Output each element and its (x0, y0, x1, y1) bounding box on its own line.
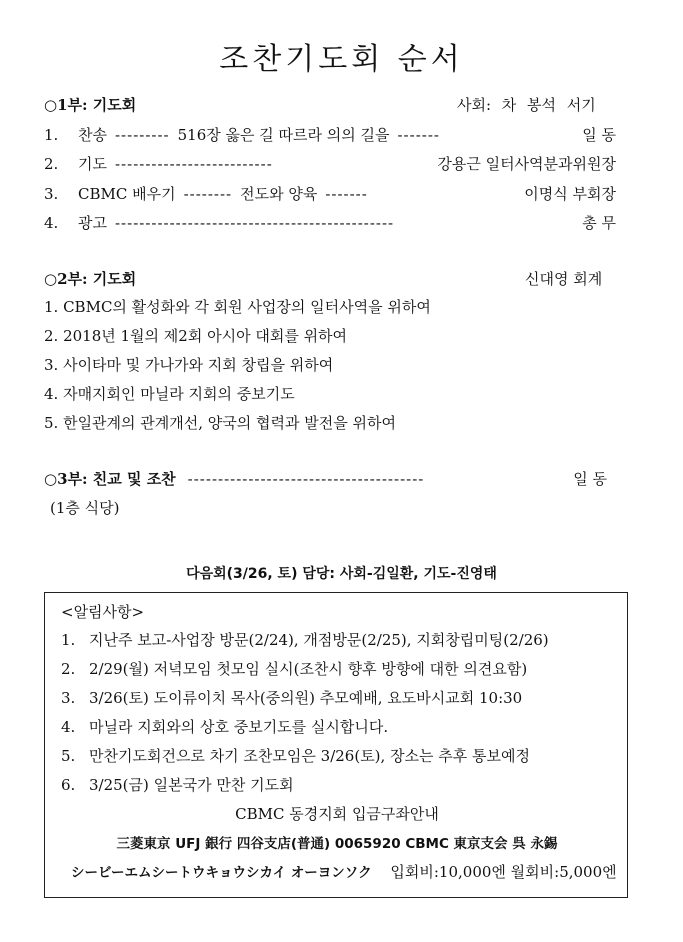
page-title: 조찬기도회 순서 (219, 42, 464, 77)
part3-row (44, 468, 607, 489)
item-person: 강용근 일터사역분과위원장 (437, 155, 616, 173)
notice-text: 3/26(토) 도이류이치 목사(중의원) 추모예배, 요도바시교회 10:30 (89, 689, 523, 707)
leader-dashes: -------- (183, 185, 233, 203)
part1-item (44, 183, 616, 204)
item-number: 3. (44, 185, 59, 203)
notice-heading: <알림사항> (61, 603, 145, 621)
item-person: 총 무 (582, 214, 616, 232)
part3-heading: ○3부: 친교 및 조찬 (44, 470, 176, 488)
part1-host: 사회: 차 봉석 서기 (457, 96, 596, 114)
account-holder-line (71, 861, 617, 882)
notice-item (61, 687, 522, 708)
leader-dashes: --------- (114, 126, 170, 144)
membership-fees: 입회비:10,000엔 월회비:5,000엔 (390, 863, 617, 881)
notice-item (61, 745, 530, 766)
prayer-item: 1. CBMC의 활성화와 각 회원 사업장의 일터사역을 위하여 (44, 298, 431, 316)
part3-location: (1층 식당) (50, 499, 120, 517)
item-number: 4. (44, 214, 59, 232)
part1-heading: ○1부: 기도회 (44, 96, 137, 114)
notice-item (61, 716, 388, 737)
notice-number: 1. (61, 631, 76, 649)
notice-item (61, 658, 527, 679)
account-holder-name: シービーエムシートウキョウシカイ オーヨンソク (71, 865, 372, 881)
notice-text: 2/29(월) 저녁모임 첫모임 실시(조찬시 향후 방향에 대한 의견요함) (89, 660, 528, 678)
item-number: 1. (44, 126, 59, 144)
prayer-item: 2. 2018년 1월의 제2회 아시아 대회를 위하여 (44, 327, 348, 345)
item-detail: 516장 옳은 길 따르라 의의 길을 (177, 126, 390, 144)
notice-text: 만찬기도회건으로 차기 조찬모임은 3/26(토), 장소는 추후 통보예정 (89, 747, 531, 765)
notice-text: 3/25(금) 일본국가 만찬 기도회 (89, 776, 294, 794)
prayer-item: 4. 자매지회인 마닐라 지회의 중보기도 (44, 385, 295, 403)
prayer-item: 5. 한일관계의 관계개선, 양국의 협력과 발전을 위하여 (44, 414, 396, 432)
item-person: 일 동 (582, 126, 616, 144)
notice-item (61, 629, 549, 650)
part2-leader: 신대영 회계 (525, 270, 603, 288)
notice-box (44, 592, 628, 898)
item-label: 기도 (78, 155, 107, 173)
bank-line: 三菱東京 UFJ 銀行 四谷支店(普通) 0065920 CBMC 東京支会 呉 永錫 (116, 836, 558, 852)
item-person: 이명식 부회장 (524, 185, 616, 203)
leader-dashes: --------------------------------------- (187, 470, 425, 488)
part1-item (44, 124, 616, 145)
item-label: 광고 (78, 214, 107, 232)
item-label: 찬송 (78, 126, 107, 144)
notice-text: 지난주 보고-사업장 방문(2/24), 개점방문(2/25), 지회창립미팅(2/26) (89, 631, 549, 649)
notice-item (61, 774, 294, 795)
prayer-item: 3. 사이타마 및 가나가와 지회 창립을 위하여 (44, 356, 334, 374)
notice-number: 5. (61, 747, 76, 765)
part3-person: 일 동 (573, 470, 607, 488)
notice-number: 4. (61, 718, 76, 736)
account-title: CBMC 동경지회 입금구좌안내 (235, 805, 439, 823)
part2-heading: ○2부: 기도회 (44, 270, 137, 288)
leader-dashes: ------- (325, 185, 368, 203)
item-number: 2. (44, 155, 59, 173)
leader-dashes: ---------------------------------------------- (114, 214, 395, 232)
notice-number: 2. (61, 660, 76, 678)
part1-item (44, 153, 616, 174)
part1-item (44, 212, 616, 233)
notice-number: 3. (61, 689, 76, 707)
item-label: CBMC 배우기 (78, 185, 176, 203)
leader-dashes: -------------------------- (114, 155, 273, 173)
leader-dashes: ------- (397, 126, 440, 144)
notice-number: 6. (61, 776, 76, 794)
item-detail: 전도와 양육 (240, 185, 318, 203)
next-meeting: 다음회(3/26, 토) 담당: 사회-김일환, 기도-진영태 (186, 566, 497, 582)
notice-text: 마닐라 지회와의 상호 중보기도를 실시합니다. (89, 718, 389, 736)
